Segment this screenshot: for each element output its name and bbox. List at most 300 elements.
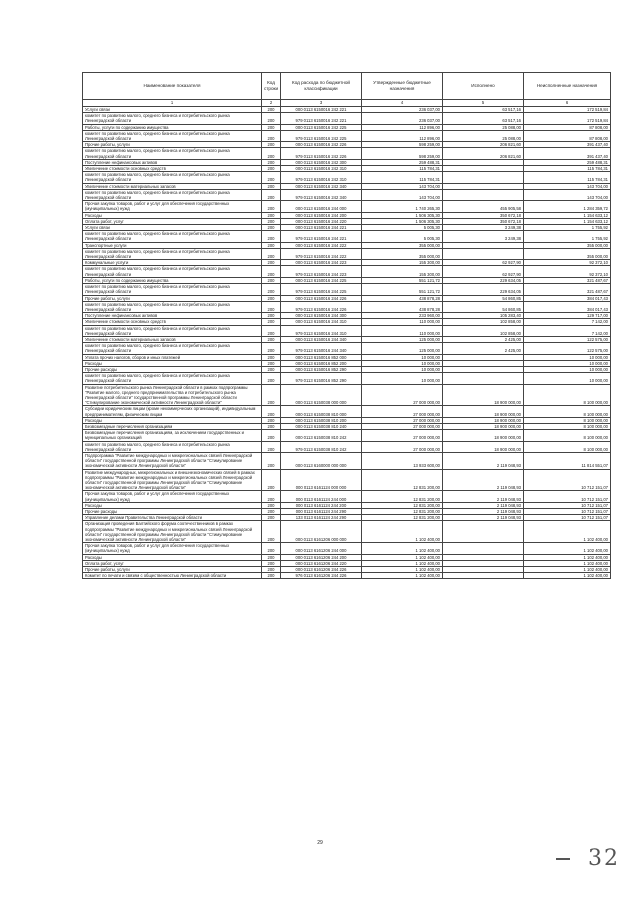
- row-code-cell: 200: [262, 212, 281, 218]
- table-row: [83, 248, 611, 259]
- row-executed-cell: [443, 373, 524, 384]
- row-name-cell: Безвозмездные перечисления организациям: [83, 423, 262, 429]
- row-executed-cell: 54 860,85: [443, 295, 524, 301]
- row-unexecuted-cell: 1 102 400,00: [524, 567, 611, 573]
- row-approved-cell: 12 831 200,00: [362, 509, 443, 515]
- table-row: [83, 284, 611, 295]
- row-unexecuted-cell: 10 712 151,07: [524, 515, 611, 521]
- row-approved-cell: 236 037,00: [362, 113, 443, 124]
- row-executed-cell: 350 672,18: [443, 212, 524, 218]
- table-row: [83, 521, 611, 543]
- row-classification-cell: 000 0113 6150016 244 225: [281, 277, 362, 283]
- row-executed-cell: 2 119 048,93: [443, 491, 524, 502]
- row-classification-cell: 000 0113 6161206 244 220: [281, 560, 362, 566]
- row-executed-cell: [443, 573, 524, 579]
- row-name-cell: комитет по развитию малого, среднего бизнеса и потребительского рынка Ленинградской области: [83, 148, 262, 159]
- row-unexecuted-cell: 259 488,31: [524, 159, 611, 165]
- row-approved-cell: 10 000,00: [362, 373, 443, 384]
- row-classification-cell: 979 0113 6150016 852 290: [281, 373, 362, 384]
- row-code-cell: 200: [262, 260, 281, 266]
- row-approved-cell: 1 740 265,30: [362, 201, 443, 212]
- row-classification-cell: 000 0113 6150016 244 222: [281, 242, 362, 248]
- row-unexecuted-cell: 8 100 000,00: [524, 417, 611, 423]
- row-code-cell: 200: [262, 430, 281, 441]
- row-name-cell: Безвозмездные перечисления организациям, за исключением государственных и муниципальных организаций: [83, 430, 262, 441]
- row-name-cell: комитет по развитию малого, среднего бизнеса и потребительского рынка Ленинградской области: [83, 284, 262, 295]
- row-executed-cell: 2 119 048,93: [443, 509, 524, 515]
- table-row: [83, 266, 611, 277]
- row-executed-cell: 25 088,00: [443, 130, 524, 141]
- row-approved-cell: 438 878,28: [362, 301, 443, 312]
- row-code-cell: 200: [262, 301, 281, 312]
- row-unexecuted-cell: 321 487,67: [524, 277, 611, 283]
- row-approved-cell: 155 300,00: [362, 266, 443, 277]
- row-unexecuted-cell: 92 372,10: [524, 266, 611, 277]
- table-row: [83, 573, 611, 579]
- row-executed-cell: 2 119 048,93: [443, 469, 524, 491]
- row-name-cell: Поступление нефинансовых активов: [83, 159, 262, 165]
- row-unexecuted-cell: 8 100 000,00: [524, 406, 611, 417]
- row-code-cell: 200: [262, 225, 281, 231]
- row-name-cell: Прочие работы, услуги: [83, 142, 262, 148]
- row-unexecuted-cell: 8 100 000,00: [524, 384, 611, 406]
- row-name-cell: комитет по развитию малого, среднего бизнеса и потребительского рынка Ленинградской области: [83, 373, 262, 384]
- row-unexecuted-cell: 391 437,40: [524, 148, 611, 159]
- row-classification-cell: 000 0113 6150016 244 300: [281, 313, 362, 319]
- column-header-name: Наименование показателя: [83, 73, 262, 100]
- row-name-cell: комитет по развитию малого, среднего бизнеса и потребительского рынка Ленинградской области: [83, 325, 262, 336]
- row-code-cell: 200: [262, 543, 281, 554]
- row-classification-cell: 000 0113 6160000 000 000: [281, 452, 362, 469]
- row-classification-cell: 000 0113 6161124 000 000: [281, 469, 362, 491]
- table-row: [83, 343, 611, 354]
- row-unexecuted-cell: 11 814 551,07: [524, 452, 611, 469]
- row-code-cell: 200: [262, 231, 281, 242]
- row-unexecuted-cell: 10 712 151,07: [524, 469, 611, 491]
- row-classification-cell: 979 0113 6150016 244 226: [281, 301, 362, 312]
- column-number: 1: [83, 100, 262, 107]
- table-row: [83, 430, 611, 441]
- row-code-cell: 200: [262, 284, 281, 295]
- row-approved-cell: 438 878,28: [362, 295, 443, 301]
- row-code-cell: 200: [262, 277, 281, 283]
- row-unexecuted-cell: 384 017,43: [524, 295, 611, 301]
- column-number: 5: [443, 100, 524, 107]
- table-row: [83, 452, 611, 469]
- row-name-cell: комитет по развитию малого, среднего бизнеса и потребительского рынка Ленинградской области: [83, 343, 262, 354]
- row-name-cell: Прочие расходы: [83, 366, 262, 372]
- row-executed-cell: 102 858,00: [443, 319, 524, 325]
- row-name-cell: Расходы: [83, 212, 262, 218]
- page-number: 29: [317, 840, 323, 846]
- row-code-cell: 200: [262, 172, 281, 183]
- row-classification-cell: 000 0113 6161206 244 200: [281, 554, 362, 560]
- row-name-cell: Прочие расходы: [83, 509, 262, 515]
- row-executed-cell: 455 905,58: [443, 201, 524, 212]
- row-executed-cell: [443, 189, 524, 200]
- column-header-unexecuted: Неисполненные назначения: [524, 73, 611, 100]
- row-unexecuted-cell: 7 142,00: [524, 319, 611, 325]
- row-classification-cell: 133 0113 6161124 244 290: [281, 515, 362, 521]
- row-classification-cell: 000 0113 6150016 242 221: [281, 107, 362, 113]
- table-body: [83, 107, 611, 579]
- row-approved-cell: 598 259,00: [362, 148, 443, 159]
- row-code-cell: 200: [262, 130, 281, 141]
- row-unexecuted-cell: 1 154 633,12: [524, 212, 611, 218]
- row-executed-cell: 18 900 000,00: [443, 430, 524, 441]
- row-executed-cell: [443, 172, 524, 183]
- row-name-cell: Прочая закупка товаров, работ и услуг для обеспечения государственных (муниципальных) нужд: [83, 543, 262, 554]
- row-unexecuted-cell: 143 704,00: [524, 183, 611, 189]
- row-approved-cell: 12 831 200,00: [362, 502, 443, 508]
- row-classification-cell: 000 0113 6150016 244 226: [281, 295, 362, 301]
- row-name-cell: Услуги связи: [83, 107, 262, 113]
- column-header-executed: Исполнено: [443, 73, 524, 100]
- row-classification-cell: 976 0113 6161206 244 226: [281, 573, 362, 579]
- row-name-cell: Развитие международных, межрегиональных и внешнеэкономических связей в рамках подпрограммы "Развитие международных и межрегиональных связей Ленинградской области" государственной программы Ленинградской области "Стимулирование экономической активности Ленинградской области": [83, 469, 262, 491]
- row-code-cell: 200: [262, 423, 281, 429]
- row-name-cell: комитет по развитию малого, среднего бизнеса и потребительского рынка Ленинградской области: [83, 189, 262, 200]
- row-unexecuted-cell: 1 755,92: [524, 225, 611, 231]
- row-approved-cell: 551 121,72: [362, 277, 443, 283]
- row-unexecuted-cell: 7 142,00: [524, 325, 611, 336]
- row-classification-cell: 000 0113 6150016 242 340: [281, 183, 362, 189]
- row-approved-cell: 110 000,00: [362, 325, 443, 336]
- column-header-line-code: Код строки: [262, 73, 281, 100]
- row-code-cell: 200: [262, 189, 281, 200]
- row-classification-cell: 000 0113 6150016 242 310: [281, 166, 362, 172]
- row-unexecuted-cell: 10 000,00: [524, 366, 611, 372]
- row-name-cell: комитет по развитию малого, среднего бизнеса и потребительского рынка Ленинградской области: [83, 172, 262, 183]
- table-row: [83, 384, 611, 406]
- table-row: [83, 172, 611, 183]
- row-unexecuted-cell: 10 712 151,07: [524, 509, 611, 515]
- row-unexecuted-cell: 1 102 400,00: [524, 560, 611, 566]
- row-name-cell: Прочие работы, услуги: [83, 567, 262, 573]
- row-classification-cell: 000 0113 6150016 852 200: [281, 360, 362, 366]
- row-code-cell: 200: [262, 452, 281, 469]
- row-executed-cell: 18 900 000,00: [443, 384, 524, 406]
- row-approved-cell: 110 000,00: [362, 319, 443, 325]
- handwritten-sheet-number: 32: [588, 846, 620, 871]
- row-executed-cell: 18 900 000,00: [443, 406, 524, 417]
- row-approved-cell: 13 933 600,00: [362, 452, 443, 469]
- row-unexecuted-cell: 129 717,00: [524, 313, 611, 319]
- row-approved-cell: 233 960,00: [362, 313, 443, 319]
- row-unexecuted-cell: 1 102 400,00: [524, 521, 611, 543]
- row-unexecuted-cell: 1 102 400,00: [524, 554, 611, 560]
- row-approved-cell: 1 102 400,00: [362, 543, 443, 554]
- row-code-cell: 200: [262, 218, 281, 224]
- row-classification-cell: 000 0113 6150016 244 200: [281, 212, 362, 218]
- row-unexecuted-cell: 122 575,00: [524, 336, 611, 342]
- row-unexecuted-cell: 1 154 633,12: [524, 218, 611, 224]
- row-executed-cell: 3 249,38: [443, 231, 524, 242]
- row-approved-cell: 1 102 400,00: [362, 560, 443, 566]
- row-name-cell: комитет по развитию малого, среднего бизнеса и потребительского рынка Ленинградской области: [83, 248, 262, 259]
- row-name-cell: Уплата прочих налогов, сборов и иных платежей: [83, 354, 262, 360]
- row-classification-cell: 000 0113 6150016 244 310: [281, 319, 362, 325]
- row-executed-cell: 25 088,00: [443, 124, 524, 130]
- row-classification-cell: 979 0113 6150038 810 242: [281, 441, 362, 452]
- row-approved-cell: 1 506 305,30: [362, 218, 443, 224]
- row-name-cell: Расходы: [83, 554, 262, 560]
- table-row: [83, 148, 611, 159]
- row-executed-cell: 350 672,18: [443, 218, 524, 224]
- row-name-cell: Управление делами Правительства Ленинградской области: [83, 515, 262, 521]
- row-classification-cell: 000 0113 6150016 852 290: [281, 366, 362, 372]
- row-classification-cell: 000 0113 6150038 810 240: [281, 423, 362, 429]
- row-unexecuted-cell: 122 575,00: [524, 343, 611, 354]
- column-number: 6: [524, 100, 611, 107]
- row-unexecuted-cell: 10 000,00: [524, 373, 611, 384]
- row-classification-cell: 000 0113 6150038 000 000: [281, 384, 362, 406]
- row-approved-cell: 551 121,72: [362, 284, 443, 295]
- row-name-cell: Транспортные услуги: [83, 242, 262, 248]
- row-approved-cell: 355 000,00: [362, 248, 443, 259]
- row-classification-cell: 979 0113 6150016 242 221: [281, 113, 362, 124]
- row-classification-cell: 979 0113 6150016 244 222: [281, 248, 362, 259]
- row-classification-cell: 000 0113 6161206 244 000: [281, 543, 362, 554]
- row-executed-cell: 229 634,05: [443, 284, 524, 295]
- row-name-cell: Оплата работ, услуг: [83, 218, 262, 224]
- row-code-cell: 200: [262, 124, 281, 130]
- row-name-cell: Прочие работы, услуги: [83, 295, 262, 301]
- row-unexecuted-cell: 143 704,00: [524, 189, 611, 200]
- row-code-cell: 200: [262, 313, 281, 319]
- row-code-cell: 200: [262, 406, 281, 417]
- row-name-cell: Коммунальные услуги: [83, 260, 262, 266]
- row-code-cell: 200: [262, 266, 281, 277]
- row-approved-cell: 115 784,31: [362, 172, 443, 183]
- row-approved-cell: 10 000,00: [362, 366, 443, 372]
- row-unexecuted-cell: 8 100 000,00: [524, 441, 611, 452]
- row-unexecuted-cell: 1 284 359,72: [524, 201, 611, 212]
- row-code-cell: 200: [262, 201, 281, 212]
- row-name-cell: Поступление нефинансовых активов: [83, 313, 262, 319]
- row-executed-cell: 2 119 048,93: [443, 452, 524, 469]
- row-unexecuted-cell: 1 102 400,00: [524, 573, 611, 579]
- row-approved-cell: 125 000,00: [362, 336, 443, 342]
- row-classification-cell: 000 0113 6150016 242 300: [281, 159, 362, 165]
- row-name-cell: Увеличение стоимости основных средств: [83, 166, 262, 172]
- table-row: [83, 373, 611, 384]
- row-name-cell: Работы, услуги по содержанию имущества: [83, 124, 262, 130]
- row-executed-cell: 206 821,60: [443, 148, 524, 159]
- row-name-cell: комитет по развитию малого, среднего бизнеса и потребительского рынка Ленинградской области: [83, 231, 262, 242]
- row-code-cell: 200: [262, 521, 281, 543]
- row-name-cell: комитет по развитию малого, среднего бизнеса и потребительского рынка Ленинградской области: [83, 130, 262, 141]
- row-classification-cell: 979 0113 6150016 244 225: [281, 284, 362, 295]
- row-name-cell: Увеличение стоимости материальных запасов: [83, 336, 262, 342]
- row-code-cell: 200: [262, 166, 281, 172]
- row-executed-cell: 62 927,90: [443, 260, 524, 266]
- row-executed-cell: 229 634,05: [443, 277, 524, 283]
- row-classification-cell: 000 0113 6150016 242 225: [281, 124, 362, 130]
- row-name-cell: Оплата работ, услуг: [83, 560, 262, 566]
- row-name-cell: Увеличение стоимости основных средств: [83, 319, 262, 325]
- row-code-cell: 200: [262, 159, 281, 165]
- row-executed-cell: 2 425,00: [443, 336, 524, 342]
- row-executed-cell: 2 119 048,93: [443, 515, 524, 521]
- row-approved-cell: 112 896,00: [362, 124, 443, 130]
- row-classification-cell: 979 0113 6150016 244 310: [281, 325, 362, 336]
- row-approved-cell: 1 506 305,30: [362, 212, 443, 218]
- row-code-cell: 200: [262, 354, 281, 360]
- column-number: 2: [262, 100, 281, 107]
- row-unexecuted-cell: 10 712 151,07: [524, 491, 611, 502]
- row-approved-cell: 598 259,00: [362, 142, 443, 148]
- row-name-cell: Комитет по печати и связям с общественностью Ленинградской области: [83, 573, 262, 579]
- row-code-cell: 200: [262, 441, 281, 452]
- row-classification-cell: 000 0113 6161206 244 226: [281, 567, 362, 573]
- row-code-cell: 200: [262, 183, 281, 189]
- row-classification-cell: 000 0113 6150016 244 000: [281, 201, 362, 212]
- table-row: [83, 469, 611, 491]
- row-code-cell: 200: [262, 573, 281, 579]
- table-row: [83, 189, 611, 200]
- row-code-cell: 200: [262, 325, 281, 336]
- row-approved-cell: 5 005,30: [362, 225, 443, 231]
- row-executed-cell: 63 517,16: [443, 113, 524, 124]
- row-executed-cell: 206 821,60: [443, 142, 524, 148]
- row-executed-cell: 54 860,85: [443, 301, 524, 312]
- row-name-cell: Субсидии юридическим лицам (кроме некоммерческих организаций), индивидуальным предпринимателям, физическим лицам: [83, 406, 262, 417]
- row-unexecuted-cell: 92 372,10: [524, 260, 611, 266]
- row-classification-cell: 000 0113 6150016 244 221: [281, 225, 362, 231]
- column-header-classification-code: Код расхода по бюджетной классификации: [281, 73, 362, 100]
- table-row: [83, 301, 611, 312]
- row-unexecuted-cell: 8 100 000,00: [524, 423, 611, 429]
- row-executed-cell: 2 425,00: [443, 343, 524, 354]
- row-unexecuted-cell: 384 017,43: [524, 301, 611, 312]
- row-approved-cell: 155 300,00: [362, 260, 443, 266]
- row-code-cell: 200: [262, 567, 281, 573]
- row-code-cell: 200: [262, 142, 281, 148]
- row-unexecuted-cell: 1 102 400,00: [524, 543, 611, 554]
- row-approved-cell: 27 000 000,00: [362, 441, 443, 452]
- row-name-cell: Увеличение стоимости материальных запасов: [83, 183, 262, 189]
- row-unexecuted-cell: 172 519,84: [524, 113, 611, 124]
- row-name-cell: комитет по развитию малого, среднего бизнеса и потребительского рынка Ленинградской области: [83, 113, 262, 124]
- row-code-cell: 200: [262, 417, 281, 423]
- row-classification-cell: 000 0113 6150016 244 223: [281, 260, 362, 266]
- row-approved-cell: 1 102 400,00: [362, 567, 443, 573]
- row-unexecuted-cell: 321 487,67: [524, 284, 611, 295]
- row-code-cell: 200: [262, 509, 281, 515]
- row-classification-cell: 979 0113 6150016 242 310: [281, 172, 362, 183]
- row-classification-cell: 979 0113 6150016 244 340: [281, 343, 362, 354]
- row-classification-cell: 000 0113 6161206 000 000: [281, 521, 362, 543]
- table-header-row: [83, 73, 611, 100]
- row-name-cell: Прочая закупка товаров, работ и услуг для обеспечения государственных (муниципальных) нужд: [83, 201, 262, 212]
- row-approved-cell: 27 000 000,00: [362, 430, 443, 441]
- row-name-cell: Развитие потребительского рынка Ленинградской области в рамках подпрограммы "Развитие малого, среднего предпринимательства и потребительского рынка Ленинградской области" государственной программы Ленинградской области "Стимулирование экономической активности Ленинградской области": [83, 384, 262, 406]
- row-code-cell: 200: [262, 491, 281, 502]
- row-classification-cell: 979 0113 6150016 242 226: [281, 148, 362, 159]
- row-unexecuted-cell: 10 000,00: [524, 354, 611, 360]
- row-name-cell: комитет по развитию малого, среднего бизнеса и потребительского рынка Ленинградской области: [83, 441, 262, 452]
- row-approved-cell: 112 896,00: [362, 130, 443, 141]
- row-approved-cell: 5 005,30: [362, 231, 443, 242]
- row-code-cell: 200: [262, 295, 281, 301]
- row-approved-cell: 125 000,00: [362, 343, 443, 354]
- row-classification-cell: 000 0113 6150016 852 000: [281, 354, 362, 360]
- row-code-cell: 200: [262, 560, 281, 566]
- row-code-cell: 200: [262, 366, 281, 372]
- row-approved-cell: 115 784,31: [362, 166, 443, 172]
- table-row: [83, 406, 611, 417]
- row-code-cell: 200: [262, 502, 281, 508]
- row-unexecuted-cell: 391 437,40: [524, 142, 611, 148]
- row-executed-cell: 62 927,90: [443, 266, 524, 277]
- row-code-cell: 200: [262, 373, 281, 384]
- row-code-cell: 200: [262, 107, 281, 113]
- row-executed-cell: 102 858,00: [443, 325, 524, 336]
- row-classification-cell: 000 0113 6150038 810 000: [281, 406, 362, 417]
- row-executed-cell: 3 249,38: [443, 225, 524, 231]
- row-classification-cell: 979 0113 6150016 244 223: [281, 266, 362, 277]
- row-unexecuted-cell: 355 000,00: [524, 248, 611, 259]
- row-classification-cell: 000 0113 6150016 244 220: [281, 218, 362, 224]
- table-row: [83, 231, 611, 242]
- row-name-cell: Услуги связи: [83, 225, 262, 231]
- row-classification-cell: 979 0113 6150016 242 225: [281, 130, 362, 141]
- row-unexecuted-cell: 87 808,00: [524, 124, 611, 130]
- row-unexecuted-cell: 87 808,00: [524, 130, 611, 141]
- table-row: [83, 130, 611, 141]
- row-approved-cell: 12 831 200,00: [362, 469, 443, 491]
- row-executed-cell: 105 283,40: [443, 313, 524, 319]
- row-classification-cell: 000 0113 6161124 244 000: [281, 491, 362, 502]
- row-executed-cell: [443, 543, 524, 554]
- row-approved-cell: 12 831 200,00: [362, 515, 443, 521]
- handwritten-dash: [556, 858, 570, 860]
- row-approved-cell: 10 000,00: [362, 360, 443, 366]
- row-executed-cell: 18 900 000,00: [443, 417, 524, 423]
- row-unexecuted-cell: 355 000,00: [524, 242, 611, 248]
- row-name-cell: Подпрограмма "Развитие международных и межрегиональных связей Ленинградской области" государственной программы Ленинградской области "Стимулирование экономической активности Ленинградской области": [83, 452, 262, 469]
- column-header-approved: Утвержденные бюджетные назначения: [362, 73, 443, 100]
- row-code-cell: 200: [262, 554, 281, 560]
- table-row: [83, 325, 611, 336]
- row-code-cell: 200: [262, 515, 281, 521]
- table-row: [83, 491, 611, 502]
- row-approved-cell: 1 102 400,00: [362, 521, 443, 543]
- row-code-cell: 200: [262, 242, 281, 248]
- row-unexecuted-cell: 115 784,31: [524, 172, 611, 183]
- row-name-cell: Расходы: [83, 502, 262, 508]
- row-approved-cell: 143 704,00: [362, 189, 443, 200]
- table-row: [83, 201, 611, 212]
- row-code-cell: 200: [262, 113, 281, 124]
- row-unexecuted-cell: 10 000,00: [524, 360, 611, 366]
- row-classification-cell: 000 0113 6161124 244 200: [281, 502, 362, 508]
- row-approved-cell: 355 000,00: [362, 242, 443, 248]
- row-code-cell: 200: [262, 360, 281, 366]
- row-approved-cell: 27 000 000,00: [362, 423, 443, 429]
- row-classification-cell: 979 0113 6150016 244 221: [281, 231, 362, 242]
- row-approved-cell: 10 000,00: [362, 354, 443, 360]
- row-approved-cell: 12 831 200,00: [362, 491, 443, 502]
- row-name-cell: комитет по развитию малого, среднего бизнеса и потребительского рынка Ленинградской области: [83, 301, 262, 312]
- row-code-cell: 200: [262, 336, 281, 342]
- row-approved-cell: 236 037,00: [362, 107, 443, 113]
- row-name-cell: комитет по развитию малого, среднего бизнеса и потребительского рынка Ленинградской области: [83, 266, 262, 277]
- row-approved-cell: 27 000 000,00: [362, 406, 443, 417]
- row-code-cell: 200: [262, 343, 281, 354]
- budget-execution-table: [82, 72, 611, 579]
